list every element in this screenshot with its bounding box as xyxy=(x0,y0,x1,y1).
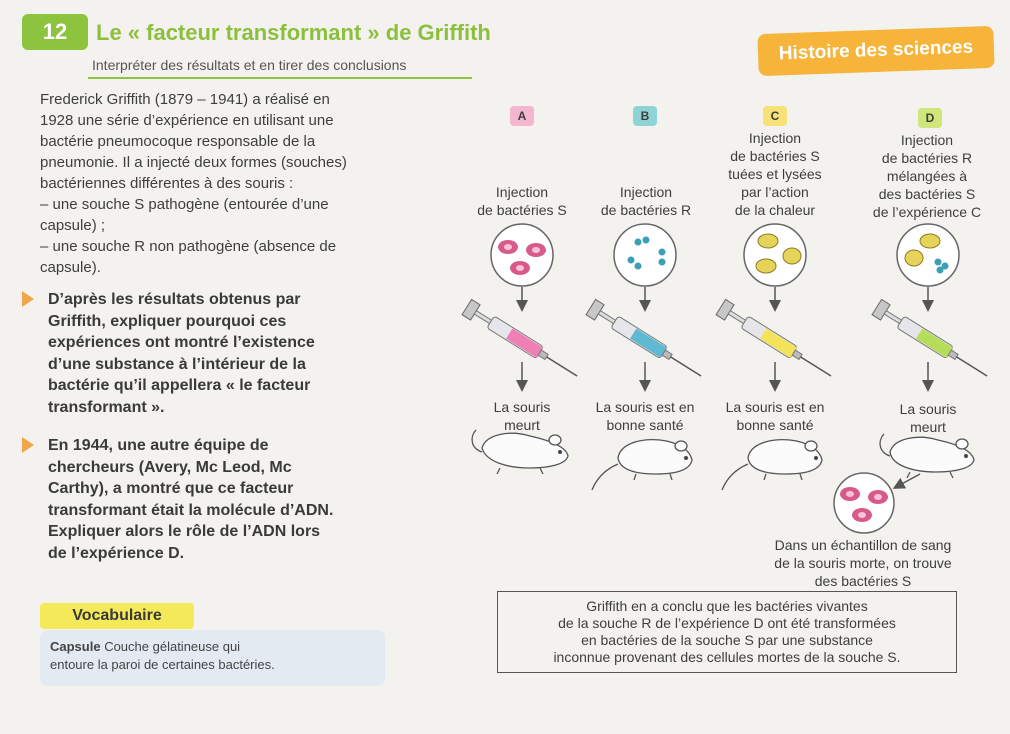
label-line: des bactéries S xyxy=(814,573,912,589)
intro-line: Frederick Griffith (1879 – 1941) a réalisé en xyxy=(40,91,330,108)
label-line: de bactéries S xyxy=(730,148,820,164)
question-line: Carthy), a montré que ce facteur xyxy=(48,480,294,497)
label-line: de la chaleur xyxy=(734,202,816,218)
label-line: tuées et lysées xyxy=(728,166,822,182)
petri-dish-icon xyxy=(834,473,894,533)
intro-line: capsule). xyxy=(40,259,101,276)
label-line: bonne santé xyxy=(736,417,814,433)
intro-line: pneumonie. Il a injecté deux formes (souches) xyxy=(40,154,347,171)
result-label-a xyxy=(462,398,582,434)
label-line: Injection xyxy=(748,130,802,146)
question-line: D’après les résultats obtenus par xyxy=(48,291,301,308)
page-title: Le « facteur transformant » de Griffith xyxy=(96,20,491,45)
definition-part: entoure la paroi de certaines bactéries. xyxy=(50,657,275,672)
injection-label-b xyxy=(586,183,706,219)
intro-line: 1928 une série d’expérience en utilisant une xyxy=(40,112,334,129)
label-line: bonne santé xyxy=(606,417,684,433)
down-arrow-icon xyxy=(522,362,928,386)
conclusion-line: de la souche R de l’expérience D ont été transformées xyxy=(558,615,896,631)
question-line: Expliquer alors le rôle de l’ADN lors xyxy=(48,523,321,540)
mouse-icon xyxy=(880,434,974,478)
mouse-icon xyxy=(472,430,568,474)
label-line: La souris xyxy=(493,399,551,415)
question-line: transformant était la molécule d’ADN. xyxy=(48,501,334,519)
mouse-icon xyxy=(592,440,692,490)
history-of-science-tag: Histoire des sciences xyxy=(757,26,994,76)
label-line: meurt xyxy=(910,419,946,435)
intro-line: bactérie pneumocoque responsable de la xyxy=(40,133,316,150)
result-label-c xyxy=(708,398,842,434)
question-line: chercheurs (Avery, Mc Leod, Mc xyxy=(48,458,292,476)
question-line: transformant ». xyxy=(48,398,165,416)
label-line: des bactéries S xyxy=(878,186,976,202)
conclusion-box xyxy=(497,591,957,673)
syringe-icon xyxy=(586,299,706,383)
label-line: La souris xyxy=(899,401,957,417)
label-line: meurt xyxy=(504,417,540,433)
label-line: Injection xyxy=(619,184,673,200)
intro-line: – une souche S pathogène (entourée d’une xyxy=(40,196,329,213)
petri-dish-icon xyxy=(614,224,676,286)
page-subtitle: Interpréter des résultats et en tirer des conclusions xyxy=(92,57,407,73)
conclusion-line: inconnue provenant des cellules mortes de la souche S. xyxy=(553,649,901,665)
label-line: mélangées à xyxy=(886,168,968,184)
syringe-icon xyxy=(716,299,836,383)
mouse-icon xyxy=(722,440,822,490)
label-line: de l’expérience C xyxy=(872,204,982,220)
question-line: d’une substance à l’intérieur de la xyxy=(48,355,306,373)
label-line: de bactéries R xyxy=(600,202,692,218)
label-line: de bactéries S xyxy=(477,202,567,218)
injection-label-c xyxy=(715,129,835,219)
label-line: La souris est en xyxy=(725,399,825,415)
vocabulary-heading: Vocabulaire xyxy=(40,603,194,629)
experiment-tag-c: C xyxy=(763,106,787,126)
label-line: La souris est en xyxy=(595,399,695,415)
question-line: bactérie qu’il appellera « le facteur xyxy=(48,377,311,394)
blood-sample-label xyxy=(748,536,978,590)
label-line: de bactéries R xyxy=(881,150,973,166)
definition-part: Couche gélatineuse qui xyxy=(100,639,241,654)
label-line: Dans un échantillon de sang xyxy=(774,537,952,553)
experiment-tag-d: D xyxy=(918,108,942,128)
label-line: Injection xyxy=(495,184,549,200)
result-label-b xyxy=(578,398,712,434)
experiment-tag-a: A xyxy=(510,106,534,126)
conclusion-text xyxy=(498,598,956,666)
result-label-d xyxy=(868,400,988,436)
label-line: de la souris morte, on trouve xyxy=(774,555,952,571)
down-arrow-icon xyxy=(898,474,920,486)
injection-label-a xyxy=(462,183,582,219)
question-line: de l’expérience D. xyxy=(48,544,185,562)
petri-dish-icon xyxy=(744,224,806,286)
intro-line: bactériennes différentes à des souris : xyxy=(40,175,294,192)
label-line: par l’action xyxy=(741,184,809,200)
syringe-icon xyxy=(872,299,992,383)
vocabulary-term: Capsule xyxy=(50,639,101,654)
petri-dish-icon xyxy=(491,224,553,286)
intro-line: – une souche R non pathogène (absence de xyxy=(40,238,337,255)
question-line: Griffith, expliquer pourquoi ces xyxy=(48,312,287,330)
intro-line: capsule) ; xyxy=(40,217,106,234)
conclusion-line: Griffith en a conclu que les bactéries vivantes xyxy=(586,598,868,614)
activity-number: 12 xyxy=(22,14,88,50)
label-line: Injection xyxy=(900,132,954,148)
injection-label-d xyxy=(862,131,992,221)
question-line: expériences ont montré l’existence xyxy=(48,334,315,351)
question-line: En 1944, une autre équipe de xyxy=(48,437,269,454)
petri-dish-icon xyxy=(897,224,959,286)
experiment-tag-b: B xyxy=(633,106,657,126)
conclusion-line: en bactéries de la souche S par une substance xyxy=(581,632,873,648)
